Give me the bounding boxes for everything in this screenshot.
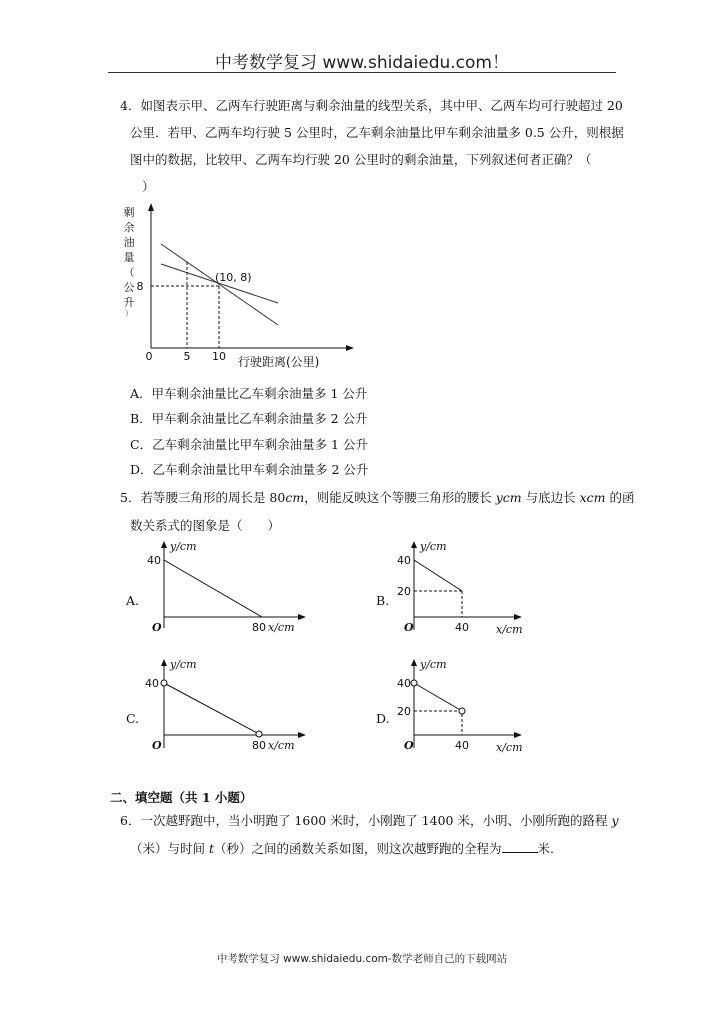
q4-line-2: 公里．若甲、乙两车均行驶 5 公里时，乙车剩余油量比甲车剩余油量多 0.5 公升，则根据 xyxy=(130,125,624,140)
q5d-yaxis-label: y/cm xyxy=(420,658,447,671)
q5-text: ，则能反映这个等腰三角形的腰长 xyxy=(304,490,496,505)
q5a-tick-40: 40 xyxy=(147,554,161,567)
q4-ylabel-char: 量 xyxy=(123,251,135,264)
q6-text: 米. xyxy=(537,841,555,856)
q4-ylabel-char: ） xyxy=(125,309,133,318)
q6-answer-blank[interactable] xyxy=(502,841,538,853)
q5d-origin: O xyxy=(404,739,414,752)
q4-ylabel-char: 余 xyxy=(123,221,135,234)
q4-option-a: A．甲车剩余油量比乙车剩余油量多 1 公升 xyxy=(130,386,368,401)
q5a-xaxis-label: x/cm xyxy=(268,621,295,634)
q5d-tick-40: 40 xyxy=(397,677,411,690)
q5c-yaxis-label: y/cm xyxy=(170,658,197,671)
q4-line-4: ） xyxy=(142,179,155,194)
q5-line-2: 数关系式的图象是（ ） xyxy=(130,518,281,533)
q5b-xaxis-label: x/cm xyxy=(496,623,523,636)
q5c-tick-40: 40 xyxy=(145,677,159,690)
q4-ylabel-char: （ xyxy=(123,266,135,279)
q4-option-c: C．乙车剩余油量比甲车剩余油量多 1 公升 xyxy=(130,437,368,452)
q5-text: 的函 xyxy=(605,490,635,505)
q6-line-2 xyxy=(130,841,554,857)
q5a-tick-80: 80 xyxy=(252,621,266,634)
q6-var-y: y xyxy=(611,813,619,828)
q4-origin: 0 xyxy=(145,350,153,363)
q5c-origin: O xyxy=(152,739,162,752)
q5-var-x: xcm xyxy=(579,490,606,505)
q4-ylabel-char: 剩 xyxy=(123,206,135,219)
q5a-origin: O xyxy=(152,621,162,634)
q4-xlabel: 行驶距离(公里) xyxy=(238,355,320,369)
q5-var-y: ycm xyxy=(495,490,522,505)
page-footer: 中考数学复习 www.shidaiedu.com-数学老师自己的下载网站 xyxy=(216,953,508,965)
q4-fuel-distance-graph xyxy=(118,200,368,376)
q5-graph-a xyxy=(140,536,310,640)
q5-option-c-letter: C. xyxy=(126,711,140,726)
q5-text: 5．若等腰三角形的周长是 80 xyxy=(120,490,286,505)
q5b-origin: O xyxy=(404,621,414,634)
q4-x-axis-arrow xyxy=(346,345,354,351)
q4-y-axis-arrow xyxy=(148,203,154,211)
q4-tick-10: 10 xyxy=(212,350,226,363)
q5c-tick-80: 80 xyxy=(252,739,266,752)
q5-option-b-letter: B. xyxy=(376,593,390,608)
q5-unit: cm xyxy=(285,490,305,505)
q5-text: 与底边长 xyxy=(521,490,580,505)
q4-ylabel-char: 升 xyxy=(123,296,135,309)
q4-tick-8: 8 xyxy=(136,280,144,293)
q5-graph-c xyxy=(140,654,310,758)
q5b-tick-40: 40 xyxy=(397,554,411,567)
header-divider xyxy=(108,72,616,73)
q4-option-b: B．甲车剩余油量比乙车剩余油量多 2 公升 xyxy=(130,411,368,426)
q4-line-3: 图中的数据，比较甲、乙两车均行驶 20 公里时的剩余油量，下列叙述何者正确？（ xyxy=(130,152,592,167)
q6-line-1 xyxy=(120,813,619,829)
q4-ylabel-char: 油 xyxy=(123,236,135,249)
q5d-tick-20: 20 xyxy=(397,705,411,718)
section-2-title: 二、填空题（共 1 小题） xyxy=(110,790,253,805)
q5-option-d-letter: D. xyxy=(376,711,390,726)
page-header-title: 中考数学复习 www.shidaiedu.com！ xyxy=(215,53,509,73)
q5b-yaxis-label: y/cm xyxy=(420,540,447,553)
q5c-xaxis-label: x/cm xyxy=(268,739,295,752)
q5-graph-b xyxy=(392,536,532,640)
q5-line-1 xyxy=(120,490,634,506)
q4-option-d: D．乙车剩余油量比甲车剩余油量多 2 公升 xyxy=(130,462,369,477)
q5a-yaxis-label: y/cm xyxy=(170,540,197,553)
q5-graph-d xyxy=(392,654,532,758)
q4-ylabel-char: 公 xyxy=(123,281,135,294)
q5b-tick-x40: 40 xyxy=(455,621,469,634)
q6-text: （秒）之间的函数关系如图，则这次越野跑的全程为 xyxy=(214,841,502,856)
q4-line-1: 4．如图表示甲、乙两车行驶距离与剩余油量的线型关系，其中甲、乙两车均可行驶超过 20 xyxy=(120,98,623,113)
q5d-xaxis-label: x/cm xyxy=(496,741,523,754)
q6-text: 6．一次越野跑中，当小明跑了 1600 米时，小刚跑了 1400 米，小明、小刚所跑的路程 xyxy=(120,813,612,828)
q5b-tick-20: 20 xyxy=(397,585,411,598)
q6-text: （米）与时间 xyxy=(130,841,209,856)
q4-point-label: (10, 8) xyxy=(215,271,252,284)
q5d-tick-x40: 40 xyxy=(455,739,469,752)
q6-var-t: t xyxy=(208,841,215,856)
q4-tick-5: 5 xyxy=(183,350,191,363)
q5-option-a-letter: A. xyxy=(126,593,140,608)
